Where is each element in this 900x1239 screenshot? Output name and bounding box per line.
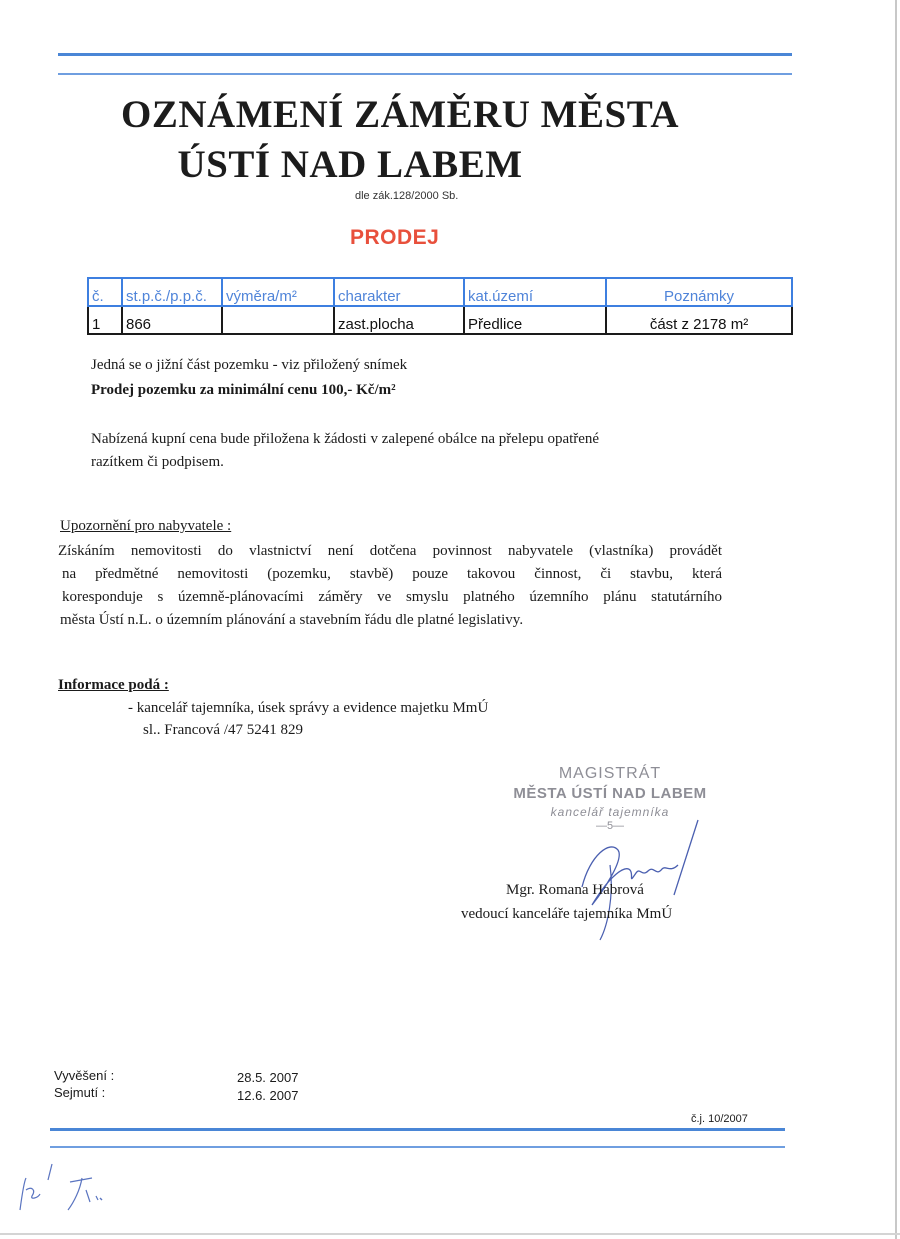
stamp-line-4: —5— [595, 820, 625, 832]
handwritten-signature [570, 815, 730, 945]
notice-line-1: Získáním nemovitosti do vlastnictví není dotčena povinnost nabyvatele (vlastníka) provádět [58, 543, 722, 559]
table-header-row [88, 278, 792, 306]
cell-area [222, 306, 334, 334]
removed-label: Sejmutí : [54, 1085, 106, 1100]
page-title-line1: OZNÁMENÍ ZÁMĚRU MĚSTA [121, 93, 679, 136]
notice-line-4: města Ústí n.L. o územním plánování a stavebním řádu dle platné legislativy. [60, 612, 524, 628]
bottom-rule-lower [50, 1146, 785, 1148]
notice-paragraph [58, 540, 722, 632]
law-reference: dle zák.128/2000 Sb. [355, 190, 459, 202]
signatory-name: Mgr. Romana Habrová [506, 882, 644, 898]
col-header-area: výměra/m² [222, 278, 334, 306]
signatory-role: vedoucí kanceláře tajemníka MmÚ [461, 906, 673, 922]
notice-line-3: koresponduje s územně-plánovacími záměry ve smyslu platného územního plánu statutárního [62, 589, 722, 605]
stamp-line-2: MĚSTA ÚSTÍ NAD LABEM [513, 785, 707, 802]
col-header-cadastral-area: kat.území [464, 278, 606, 306]
parcel-table [87, 277, 793, 335]
table-row [88, 306, 792, 334]
stamp-line-1: MAGISTRÁT [558, 765, 662, 782]
col-header-notes: Poznámky [606, 278, 792, 306]
page-edge-right [895, 0, 897, 1239]
info-office: - kancelář tajemníka, úsek správy a evidence majetku MmÚ [128, 700, 489, 716]
info-contact: sl.. Francová /47 5241 829 [143, 722, 303, 738]
cell-number: 1 [88, 306, 122, 334]
removed-date: 12.6. 2007 [237, 1088, 299, 1103]
cell-parcel: 866 [122, 306, 222, 334]
cell-cadastral-area: Předlice [464, 306, 606, 334]
minimum-price: Prodej pozemku za minimální cenu 100,- Kč/m² [91, 382, 396, 398]
document-type: PRODEJ [350, 226, 440, 249]
offer-line-2: razítkem či podpisem. [91, 454, 224, 470]
parcel-description: Jedná se o jižní část pozemku - viz přiložený snímek [91, 357, 408, 373]
bottom-rule-upper [50, 1128, 785, 1131]
info-heading: Informace podá : [58, 677, 169, 693]
col-header-character: charakter [334, 278, 464, 306]
cell-notes: část z 2178 m² [606, 306, 792, 334]
offer-line-1: Nabízená kupní cena bude přiložena k žádosti v zalepené obálce na přelepu opatřené [91, 431, 600, 447]
reference-number: č.j. 10/2007 [691, 1113, 748, 1125]
offer-paragraph [91, 428, 691, 474]
top-rule-upper [58, 53, 792, 56]
posted-label: Vyvěšení : [54, 1068, 115, 1083]
cell-character: zast.plocha [334, 306, 464, 334]
col-header-parcel: st.p.č./p.p.č. [122, 278, 222, 306]
page-edge-bottom [0, 1233, 900, 1235]
posted-date: 28.5. 2007 [237, 1070, 299, 1085]
handwritten-initials [8, 1160, 118, 1220]
notice-line-2: na předmětné nemovitosti (pozemku, stavbě) pouze takovou činnost, či stavbu, která [62, 566, 722, 582]
top-rule-lower [58, 73, 792, 75]
page-title-line2: ÚSTÍ NAD LABEM [177, 143, 523, 186]
col-header-number: č. [88, 278, 122, 306]
stamp-line-3: kancelář tajemníka [550, 805, 670, 819]
notice-heading: Upozornění pro nabyvatele : [60, 518, 232, 534]
